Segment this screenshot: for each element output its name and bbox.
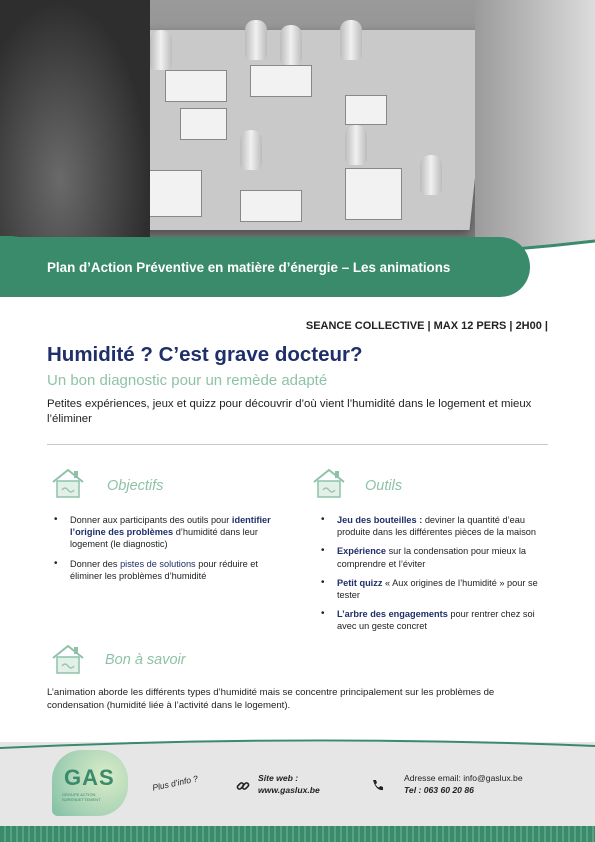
site-link[interactable]: www.gaslux.be xyxy=(258,785,320,795)
photo-card xyxy=(240,190,302,222)
list-item: • L’arbre des engagements pour rentrer chez soi avec un geste concret xyxy=(317,608,552,632)
photo-card xyxy=(180,108,227,140)
photo-bottle xyxy=(245,20,267,60)
plus-info-label: Plus d’info ? xyxy=(151,773,199,793)
email-line[interactable]: Adresse email: info@gaslux.be xyxy=(404,773,523,783)
banner-title: Plan d’Action Préventive en matière d’énergie – Les animations xyxy=(47,260,451,275)
outils-title: Outils xyxy=(365,478,403,494)
bon-a-savoir-title: Bon à savoir xyxy=(105,652,186,668)
divider xyxy=(47,444,548,445)
photo-card xyxy=(165,70,227,102)
session-meta: SEANCE COLLECTIVE | MAX 12 PERS | 2H00 | xyxy=(305,320,548,332)
phone-icon xyxy=(371,778,385,792)
photo-bottle xyxy=(345,125,367,165)
photo-card xyxy=(250,65,312,97)
objectifs-title: Objectifs xyxy=(107,478,164,494)
intro-text: Petites expériences, jeux et quizz pour découvrir d’où vient l’humidité dans le logement et mieux l’éliminer xyxy=(47,398,532,425)
photo-card xyxy=(145,170,202,217)
outils-list xyxy=(317,514,552,640)
logo-subtext: GROUPE ACTION SURENDETTEMENT xyxy=(62,792,101,802)
footer-stripe xyxy=(0,826,595,842)
bon-a-savoir-text: L’animation aborde les différents types d’humidité mais se concentre principalement sur les problèmes de condensation (humidité liée à l’activité dans le logement). xyxy=(47,687,495,711)
photo-bottle xyxy=(340,20,362,60)
phone-line[interactable]: Tel : 063 60 20 86 xyxy=(404,785,474,795)
page-subtitle: Un bon diagnostic pour un remède adapté xyxy=(47,372,328,389)
photo-card xyxy=(345,168,402,220)
objectifs-list xyxy=(50,514,285,589)
photo-bottle xyxy=(150,30,172,70)
house-icon xyxy=(311,466,347,500)
link-icon xyxy=(236,779,250,793)
page-title: Humidité ? C’est grave docteur? xyxy=(47,343,363,366)
list-item: • Jeu des bouteilles : deviner la quantité d’eau produite dans les différentes pièces de la maison xyxy=(317,514,552,538)
list-item: • Expérience sur la condensation pour mieux la comprendre et l’éviter xyxy=(317,545,552,569)
list-item: • Donner aux participants des outils pour identifier l’origine des problèmes d’humidité dans leur logement (le diagnostic) xyxy=(50,514,285,551)
site-label: Site web : xyxy=(258,773,299,783)
logo-text: GAS xyxy=(64,765,115,790)
photo-bottle xyxy=(240,130,262,170)
photo-card xyxy=(345,95,387,125)
photo-bottle xyxy=(280,25,302,65)
list-item: • Donner des pistes de solutions pour réduire et éliminer les problèmes d’humidité xyxy=(50,558,285,582)
house-icon xyxy=(50,466,86,500)
list-item: • Petit quizz « Aux origines de l’humidité » pour se tester xyxy=(317,577,552,601)
house-icon xyxy=(50,642,86,676)
photo-bottle xyxy=(420,155,442,195)
